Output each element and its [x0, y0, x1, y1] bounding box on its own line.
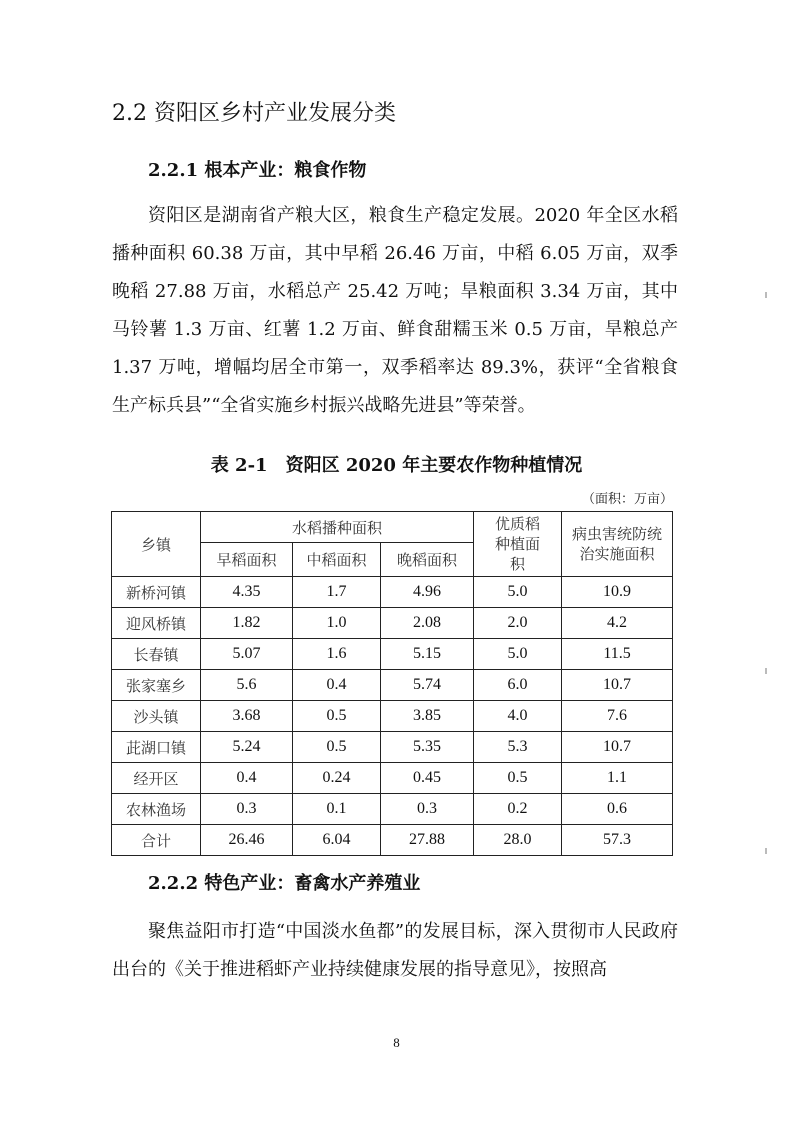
table-row — [112, 732, 673, 763]
cell-middle-rice: 0.24 — [293, 763, 381, 794]
header-early-rice: 早稻面积 — [201, 543, 293, 577]
cell-town: 沙头镇 — [112, 701, 201, 732]
cell-middle-rice: 1.7 — [293, 577, 381, 608]
header-pest-control: 病虫害统防统治实施面积 — [562, 512, 673, 577]
cell-early-rice: 26.46 — [201, 825, 293, 856]
cell-town: 长春镇 — [112, 639, 201, 670]
cell-quality-rice: 5.0 — [474, 577, 562, 608]
scan-mark — [765, 668, 767, 674]
cell-town: 农林渔场 — [112, 794, 201, 825]
crop-planting-table — [111, 511, 673, 856]
cell-middle-rice: 0.1 — [293, 794, 381, 825]
header-quality-rice: 优质稻种植面积 — [474, 512, 562, 577]
table-row — [112, 825, 673, 856]
cell-early-rice: 5.07 — [201, 639, 293, 670]
cell-quality-rice: 0.5 — [474, 763, 562, 794]
cell-middle-rice: 0.5 — [293, 732, 381, 763]
cell-town: 张家塞乡 — [112, 670, 201, 701]
cell-late-rice: 4.96 — [381, 577, 474, 608]
cell-town: 合计 — [112, 825, 201, 856]
cell-middle-rice: 0.4 — [293, 670, 381, 701]
scan-mark — [765, 848, 767, 854]
cell-quality-rice: 6.0 — [474, 670, 562, 701]
cell-pest-control: 0.6 — [562, 794, 673, 825]
cell-early-rice: 0.3 — [201, 794, 293, 825]
cell-middle-rice: 1.6 — [293, 639, 381, 670]
cell-late-rice: 5.15 — [381, 639, 474, 670]
header-town: 乡镇 — [112, 512, 201, 577]
cell-quality-rice: 28.0 — [474, 825, 562, 856]
cell-pest-control: 1.1 — [562, 763, 673, 794]
cell-pest-control: 10.7 — [562, 732, 673, 763]
table-row — [112, 794, 673, 825]
table-row — [112, 701, 673, 732]
cell-pest-control: 57.3 — [562, 825, 673, 856]
cell-town: 新桥河镇 — [112, 577, 201, 608]
cell-town: 迎风桥镇 — [112, 608, 201, 639]
cell-early-rice: 3.68 — [201, 701, 293, 732]
cell-pest-control: 7.6 — [562, 701, 673, 732]
header-middle-rice: 中稻面积 — [293, 543, 381, 577]
cell-early-rice: 5.6 — [201, 670, 293, 701]
cell-quality-rice: 5.0 — [474, 639, 562, 670]
cell-quality-rice: 2.0 — [474, 608, 562, 639]
scan-mark — [765, 292, 767, 298]
table-row — [112, 608, 673, 639]
cell-early-rice: 0.4 — [201, 763, 293, 794]
cell-pest-control: 10.7 — [562, 670, 673, 701]
cell-middle-rice: 1.0 — [293, 608, 381, 639]
cell-town: 茈湖口镇 — [112, 732, 201, 763]
section-heading: 2.2 资阳区乡村产业发展分类 — [112, 101, 396, 126]
table-row — [112, 763, 673, 794]
table-header-row — [112, 512, 673, 543]
table-row — [112, 639, 673, 670]
cell-late-rice: 3.85 — [381, 701, 474, 732]
subsection-heading-crops: 2.2.1 根本产业：粮食作物 — [148, 160, 367, 181]
cell-pest-control: 10.9 — [562, 577, 673, 608]
cell-late-rice: 5.35 — [381, 732, 474, 763]
cell-quality-rice: 0.2 — [474, 794, 562, 825]
cell-quality-rice: 4.0 — [474, 701, 562, 732]
cell-early-rice: 1.82 — [201, 608, 293, 639]
table-caption: 表 2-1 资阳区 2020 年主要农作物种植情况 — [210, 455, 583, 476]
table-row — [112, 577, 673, 608]
cell-early-rice: 5.24 — [201, 732, 293, 763]
paragraph-grain-production: 资阳区是湖南省产粮大区，粮食生产稳定发展。2020 年全区水稻播种面积 60.38 万亩，其中早稻 26.46 万亩，中稻 6.05 万亩，双季晚稻 27.88 万亩，水稻总产 25.42 万吨；旱粮面积 3.34 万亩，其中马铃薯 1.3 万亩、红薯 1.2 万亩、鲜食甜糯玉米 0.5 万亩，旱粮总产 1.37 万吨，增幅均居全市第一，双季稻率达 89.3%，获评“全省粮食生产标兵县”“全省实施乡村振兴战略先进县”等荣誉。 — [112, 205, 678, 416]
cell-middle-rice: 0.5 — [293, 701, 381, 732]
header-late-rice: 晚稻面积 — [381, 543, 474, 577]
header-rice-group: 水稻播种面积 — [201, 512, 474, 543]
subsection-heading-livestock: 2.2.2 特色产业：畜禽水产养殖业 — [148, 873, 421, 894]
cell-late-rice: 5.74 — [381, 670, 474, 701]
cell-quality-rice: 5.3 — [474, 732, 562, 763]
cell-pest-control: 4.2 — [562, 608, 673, 639]
cell-middle-rice: 6.04 — [293, 825, 381, 856]
paragraph-aquaculture: 聚焦益阳市打造“中国淡水鱼都”的发展目标，深入贯彻市人民政府出台的《关于推进稻虾产业持续健康发展的指导意见》，按照高 — [112, 921, 678, 980]
cell-late-rice: 0.3 — [381, 794, 474, 825]
cell-pest-control: 11.5 — [562, 639, 673, 670]
cell-late-rice: 0.45 — [381, 763, 474, 794]
cell-late-rice: 2.08 — [381, 608, 474, 639]
cell-late-rice: 27.88 — [381, 825, 474, 856]
table-row — [112, 670, 673, 701]
cell-early-rice: 4.35 — [201, 577, 293, 608]
page-number: 8 — [393, 1035, 400, 1050]
cell-town: 经开区 — [112, 763, 201, 794]
table-unit-note: （面积：万亩） — [581, 492, 673, 507]
